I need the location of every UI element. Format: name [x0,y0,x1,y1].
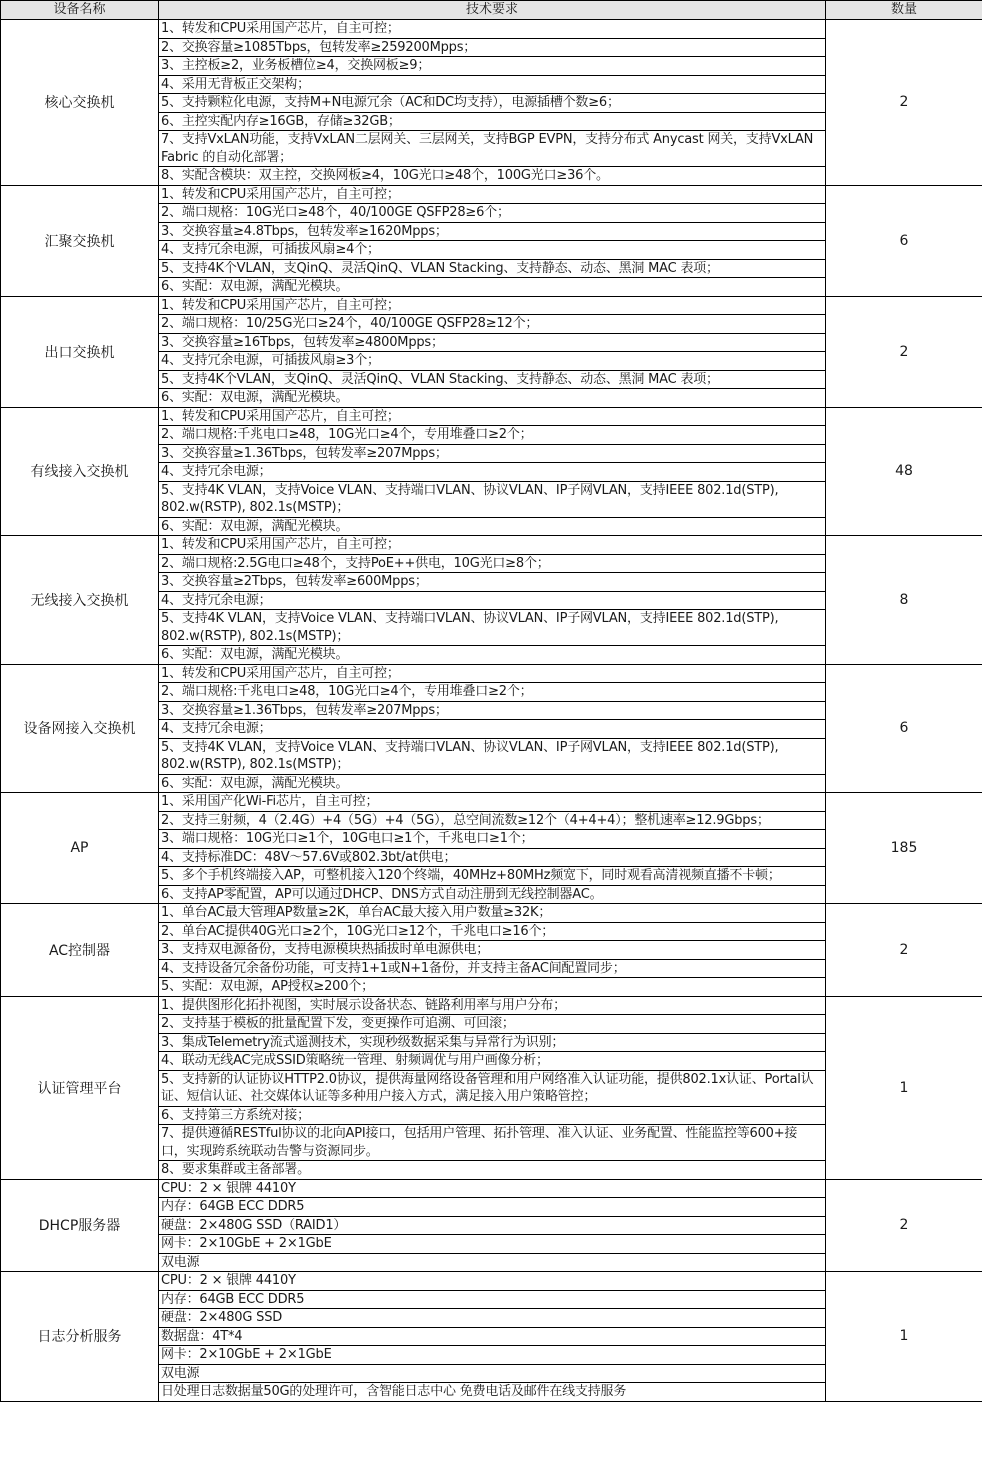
table-row [1,1179,982,1198]
spec-line: 6、支持第三方系统对接； [159,1106,826,1125]
spec-line: CPU：2 × 银牌 4410Y [159,1272,826,1291]
spec-line: 2、单台AC提供40G光口≥2个，10G光口≥12个，千兆电口≥16个； [159,922,826,941]
spec-line: 4、支持冗余电源； [159,720,826,739]
spec-line: 内存：64GB ECC DDR5 [159,1198,826,1217]
quantity-cell: 2 [826,1179,982,1272]
spec-line: 2、端口规格:千兆电口≥48，10G光口≥4个，专用堆叠口≥2个； [159,683,826,702]
spec-line: 2、端口规格：10/25G光口≥24个，40/100GE QSFP28≥12个； [159,315,826,334]
quantity-cell: 2 [826,20,982,186]
quantity-cell: 2 [826,904,982,997]
device-name-cell: 设备网接入交换机 [1,664,159,793]
spec-line: 1、转发和CPU采用国产芯片，自主可控； [159,185,826,204]
spec-line: 5、支持新的认证协议HTTP2.0协议，提供海量网络设备管理和用户网络准入认证功能，提供802.1x认证、Portal认证、短信认证、社交媒体认证等多种用户接入方式，满足接入用户策略管控； [159,1070,826,1106]
spec-line: 4、支持冗余电源，可插拔风扇≥3个； [159,352,826,371]
spec-line: 2、支持基于模板的批量配置下发，变更操作可追溯、可回滚； [159,1015,826,1034]
spec-line: 3、交换容量≥2Tbps，包转发率≥600Mpps； [159,573,826,592]
table-row [1,296,982,315]
spec-line: 2、交换容量≥1085Tbps，包转发率≥259200Mpps； [159,38,826,57]
spec-line: 5、支持4K VLAN，支持Voice VLAN、支持端口VLAN、协议VLAN、IP子网VLAN，支持IEEE 802.1d(STP), 802.w(RSTP), 802.1s(MSTP)； [159,738,826,774]
table-row [1,407,982,426]
header-quantity: 数量 [826,1,982,20]
spec-line: 2、端口规格:2.5G电口≥48个，支持PoE++供电，10G光口≥8个； [159,554,826,573]
spec-line: 3、交换容量≥16Tbps，包转发率≥4800Mpps； [159,333,826,352]
quantity-cell: 48 [826,407,982,536]
device-name-cell: AC控制器 [1,904,159,997]
spec-line: 2、支持三射频，4（2.4G）+4（5G）+4（5G），总空间流数≥12个（4+4+4）；整机速率≥12.9Gbps； [159,811,826,830]
device-name-cell: 出口交换机 [1,296,159,407]
spec-line: 5、支持4K VLAN，支持Voice VLAN、支持端口VLAN、协议VLAN、IP子网VLAN，支持IEEE 802.1d(STP), 802.w(RSTP), 802.1s(MSTP)； [159,481,826,517]
spec-line: 硬盘：2×480G SSD（RAID1） [159,1216,826,1235]
header-device-name: 设备名称 [1,1,159,20]
device-name-cell: DHCP服务器 [1,1179,159,1272]
device-name-cell: 认证管理平台 [1,996,159,1179]
device-name-cell: 有线接入交换机 [1,407,159,536]
spec-line: 1、转发和CPU采用国产芯片，自主可控； [159,296,826,315]
spec-line: 4、支持冗余电源； [159,463,826,482]
spec-line: 3、集成Telemetry流式遥测技术，实现秒级数据采集与异常行为识别； [159,1033,826,1052]
spec-line: 7、支持VxLAN功能，支持VxLAN二层网关、三层网关，支持BGP EVPN，支持分布式 Anycast 网关，支持VxLAN Fabric 的自动化部署； [159,131,826,167]
spec-line: 3、交换容量≥1.36Tbps，包转发率≥207Mpps； [159,444,826,463]
spec-line: 7、提供遵循RESTful协议的北向API接口，包括用户管理、拓扑管理、准入认证、业务配置、性能监控等600+接口，实现跨系统联动告警与资源同步。 [159,1125,826,1161]
spec-line: 4、支持冗余电源，可插拔风扇≥4个； [159,241,826,260]
spec-line: 3、支持双电源备份，支持电源模块热插拔时单电源供电； [159,941,826,960]
quantity-cell: 6 [826,185,982,296]
device-name-cell: 核心交换机 [1,20,159,186]
spec-line: 1、采用国产化Wi-Fi芯片，自主可控； [159,793,826,812]
quantity-cell: 6 [826,664,982,793]
spec-line: 6、实配：双电源，满配光模块。 [159,774,826,793]
spec-line: 3、交换容量≥1.36Tbps，包转发率≥207Mpps； [159,701,826,720]
spec-line: 1、提供图形化拓扑视图，实时展示设备状态、链路利用率与用户分布； [159,996,826,1015]
spec-line: 1、转发和CPU采用国产芯片，自主可控； [159,664,826,683]
spec-line: 5、支持4K VLAN，支持Voice VLAN、支持端口VLAN、协议VLAN、IP子网VLAN，支持IEEE 802.1d(STP), 802.w(RSTP), 802.1s(MSTP)； [159,610,826,646]
device-name-cell: 汇聚交换机 [1,185,159,296]
spec-line: 5、支持颗粒化电源，支持M+N电源冗余（AC和DC均支持），电源插槽个数≥6； [159,94,826,113]
table-body [1,20,982,1402]
spec-line: 2、端口规格:千兆电口≥48，10G光口≥4个，专用堆叠口≥2个； [159,426,826,445]
spec-line: CPU：2 × 银牌 4410Y [159,1179,826,1198]
table-row [1,1272,982,1291]
spec-line: 1、转发和CPU采用国产芯片，自主可控； [159,536,826,555]
spec-line: 4、采用无背板正交架构； [159,75,826,94]
quantity-cell: 2 [826,296,982,407]
quantity-cell: 8 [826,536,982,665]
spec-line: 4、支持冗余电源； [159,591,826,610]
spec-line: 1、转发和CPU采用国产芯片，自主可控； [159,407,826,426]
spec-line: 6、实配：双电源，满配光模块。 [159,278,826,297]
spec-line: 双电源 [159,1364,826,1383]
spec-line: 硬盘：2×480G SSD [159,1309,826,1328]
table-row [1,664,982,683]
spec-line: 4、支持设备冗余备份功能，可支持1+1或N+1备份，并支持主备AC间配置同步； [159,959,826,978]
device-name-cell: AP [1,793,159,904]
spec-line: 8、要求集群或主备部署。 [159,1161,826,1180]
spec-line: 2、端口规格：10G光口≥48个，40/100GE QSFP28≥6个； [159,204,826,223]
table-row [1,793,982,812]
spec-line: 双电源 [159,1253,826,1272]
spec-line: 6、实配：双电源，满配光模块。 [159,517,826,536]
spec-line: 日处理日志数据量50G的处理许可，含智能日志中心 免费电话及邮件在线支持服务 [159,1383,826,1402]
header-row [1,1,982,20]
header-tech-requirements: 技术要求 [159,1,826,20]
spec-line: 内存：64GB ECC DDR5 [159,1290,826,1309]
spec-line: 5、支持4K个VLAN，支QinQ、灵活QinQ、VLAN Stacking、支持静态、动态、黑洞 MAC 表项； [159,370,826,389]
spec-line: 6、实配：双电源，满配光模块。 [159,389,826,408]
spec-line: 数据盘：4T*4 [159,1327,826,1346]
spec-line: 5、实配：双电源，AP授权≥200个； [159,978,826,997]
spec-line: 3、主控板≥2，业务板槽位≥4，交换网板≥9； [159,57,826,76]
quantity-cell: 185 [826,793,982,904]
spec-line: 6、支持AP零配置，AP可以通过DHCP、DNS方式自动注册到无线控制器AC。 [159,885,826,904]
spec-line: 6、实配：双电源，满配光模块。 [159,646,826,665]
spec-line: 8、实配含模块：双主控，交换网板≥4，10G光口≥48个，100G光口≥36个。 [159,167,826,186]
spec-line: 1、单台AC最大管理AP数量≥2K，单台AC最大接入用户数量≥32K； [159,904,826,923]
spec-line: 4、支持标准DC：48V～57.6V或802.3bt/at供电； [159,848,826,867]
device-name-cell: 日志分析服务 [1,1272,159,1402]
table-row [1,996,982,1015]
spec-line: 6、主控实配内存≥16GB，存储≥32GB； [159,112,826,131]
device-name-cell: 无线接入交换机 [1,536,159,665]
table-row [1,185,982,204]
quantity-cell: 1 [826,1272,982,1402]
spec-line: 5、多个手机终端接入AP，可整机接入120个终端，40MHz+80MHz频宽下，同时观看高清视频直播不卡顿； [159,867,826,886]
spec-line: 3、端口规格：10G光口≥1个，10G电口≥1个，千兆电口≥1个； [159,830,826,849]
quantity-cell: 1 [826,996,982,1179]
spec-line: 1、转发和CPU采用国产芯片，自主可控； [159,20,826,39]
table-row [1,20,982,39]
spec-line: 网卡：2×10GbE + 2×1GbE [159,1346,826,1365]
table-row [1,904,982,923]
spec-line: 3、交换容量≥4.8Tbps，包转发率≥1620Mpps； [159,222,826,241]
table-row [1,536,982,555]
spec-line: 4、联动无线AC完成SSID策略统一管理、射频调优与用户画像分析； [159,1052,826,1071]
spec-line: 5、支持4K个VLAN，支QinQ、灵活QinQ、VLAN Stacking、支持静态、动态、黑洞 MAC 表项； [159,259,826,278]
spec-line: 网卡：2×10GbE + 2×1GbE [159,1235,826,1254]
